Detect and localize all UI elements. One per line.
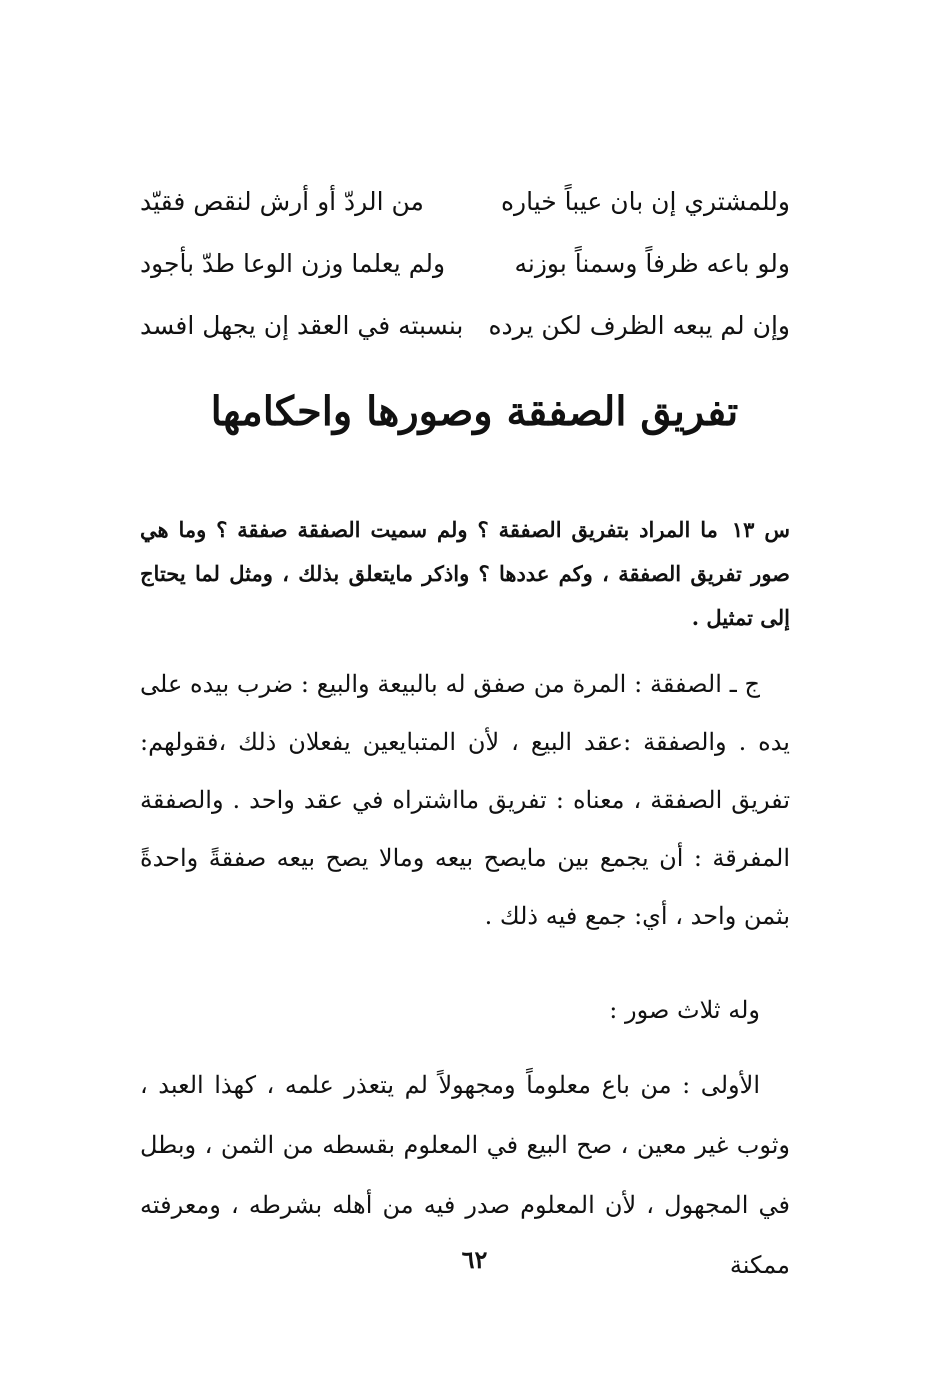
forms-intro [140,985,790,1035]
verse-right-hemistich: وإن لم يبعه الظرف لكن يرده [488,310,790,340]
verse-line [140,294,790,356]
verse-left-hemistich: ولم يعلما وزن الوعا طدّ بأجود [140,248,446,278]
verse-left-hemistich: بنسبته في العقد إن يجهل افسد [140,310,464,340]
verse-line [140,232,790,294]
answer-text: ج ـ الصفقة : المرة من صفق له بالبيعة والبيع : ضرب بيده على يده . والصفقة :عقد البيع ، لأن المتبايعين يفعلان ذلك ،فقولهم: تفريق الصفقة ، معناه : تفريق مااشتراه في عقد واحد . والصفقة المفرقة : أن يجمع بين مايصح بيعه ومالا يصح بيعه صفقةً واحدةً بثمن واحد ، أي: جمع فيه ذلك . [140,670,790,930]
question-paragraph [140,508,790,640]
page-number: ٦٢ [461,1245,488,1274]
verse-right-hemistich: وللمشتري إن بان عيباً خياره [500,186,790,216]
verse-left-hemistich: من الردّ أو أرش لنقص فقيّد [140,186,424,216]
forms-intro-text: وله ثلاث صور : [609,996,760,1024]
poem-verses [140,170,790,356]
answer-paragraph [140,655,790,945]
section-title: تفريق الصفقة وصورها واحكامها [210,388,739,435]
first-form-text: الأولى : من باع معلوماً ومجهولاً لم يتعذر علمه ، كهذا العبد ، وثوب غير معين ، صح البيع في المعلوم بقسطه من الثمن ، وبطل في المجهول ، لأن المعلوم صدر فيه من أهله بشرطه ، ومعرفته ممكنة [140,1071,790,1279]
question-number: س ١٣ [731,517,790,542]
verse-line [140,170,790,232]
verse-right-hemistich: ولو باعه ظرفاً وسمناً بوزنه [514,248,790,278]
question-text: ما المراد بتفريق الصفقة ؟ ولم سميت الصفقة صفقة ؟ وما هي صور تفريق الصفقة ، وكم عددها ؟ واذكر مايتعلق بذلك ، ومثل لما يحتاج إلى تمثيل . [140,517,790,630]
